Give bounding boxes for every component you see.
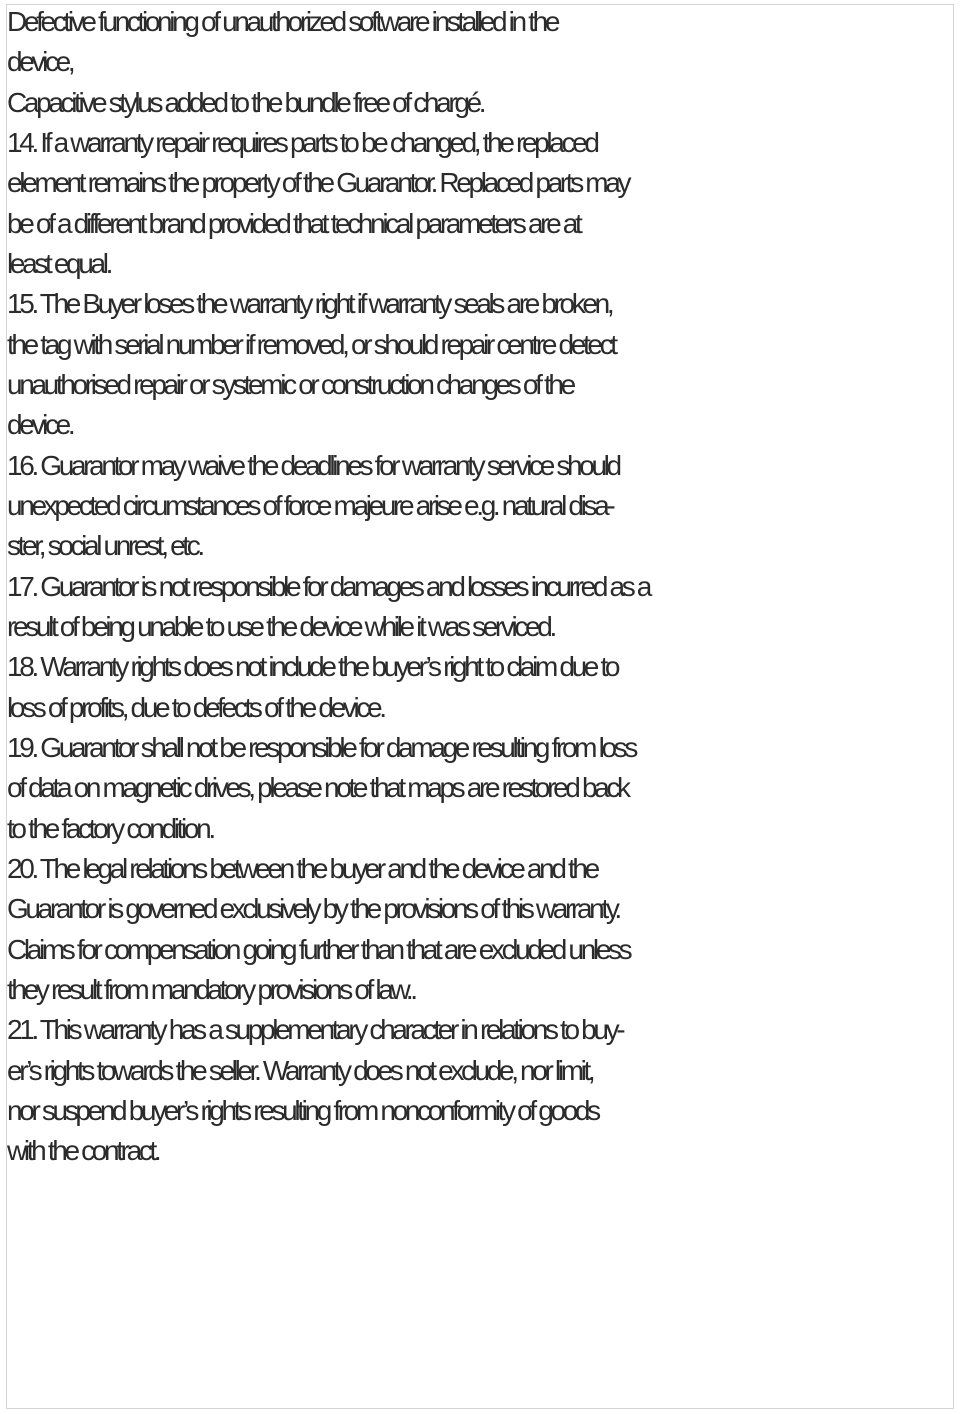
clause-16-line: 16. Guarantor may waive the deadlines for warranty service should xyxy=(7,449,619,481)
text-line: Claims for compensation going further than that are excluded unless xyxy=(7,933,630,965)
text-line: Defective functioning of unauthorized software installed in the xyxy=(7,6,558,37)
text-line: nor suspend buyer’s rights resulting from nonconformity of goods xyxy=(7,1094,598,1126)
clause-17-line: 17. Guarantor is not responsible for damages and losses incurred as a xyxy=(7,570,650,602)
warranty-text xyxy=(7,2,953,1172)
clause-20-line: 20. The legal relations between the buyer and the device and the xyxy=(7,852,597,884)
text-line: they result from mandatory provisions of law.. xyxy=(7,973,415,1005)
text-line: unexpected circumstances of force majeure arise e.g. natural disa- xyxy=(7,489,613,521)
clause-14-line: 14. If a warranty repair requires parts to be changed, the replaced xyxy=(7,126,597,158)
text-line: result of being unable to use the device while it was serviced. xyxy=(7,610,554,642)
text-line: with the contract. xyxy=(7,1135,159,1167)
text-line: Capacitive stylus added to the bundle free of chargé. xyxy=(7,86,484,118)
text-line: device. xyxy=(7,409,73,441)
text-line: of data on magnetic drives, please note that maps are restored back xyxy=(7,772,628,804)
text-line: ster, social unrest, etc. xyxy=(7,530,202,562)
text-line: to the factory condition. xyxy=(7,812,213,844)
text-line: element remains the property of the Guarantor. Replaced parts may xyxy=(7,167,629,199)
text-line: Guarantor is governed exclusively by the provisions of this warranty. xyxy=(7,893,619,925)
clause-15-line: 15. The Buyer loses the warranty right if warranty seals are broken, xyxy=(7,288,612,320)
clause-18-line: 18. Warranty rights does not include the buyer’s right to claim due to xyxy=(7,651,618,683)
clause-21-line: 21. This warranty has a supplementary character in relations to buy- xyxy=(7,1014,623,1046)
text-line: least equal. xyxy=(7,247,111,279)
text-line: loss of profits, due to defects of the device. xyxy=(7,691,384,723)
text-line: be of a different brand provided that technical parameters are at xyxy=(7,207,580,239)
text-line: er’s rights towards the seller. Warranty does not exclude, nor limit, xyxy=(7,1054,593,1086)
text-line: the tag with serial number if removed, or should repair centre detect xyxy=(7,328,615,360)
clause-19-line: 19. Guarantor shall not be responsible for damage resulting from loss xyxy=(7,731,635,763)
text-line: unauthorised repair or systemic or construction changes of the xyxy=(7,368,573,400)
text-line: device, xyxy=(7,46,73,78)
